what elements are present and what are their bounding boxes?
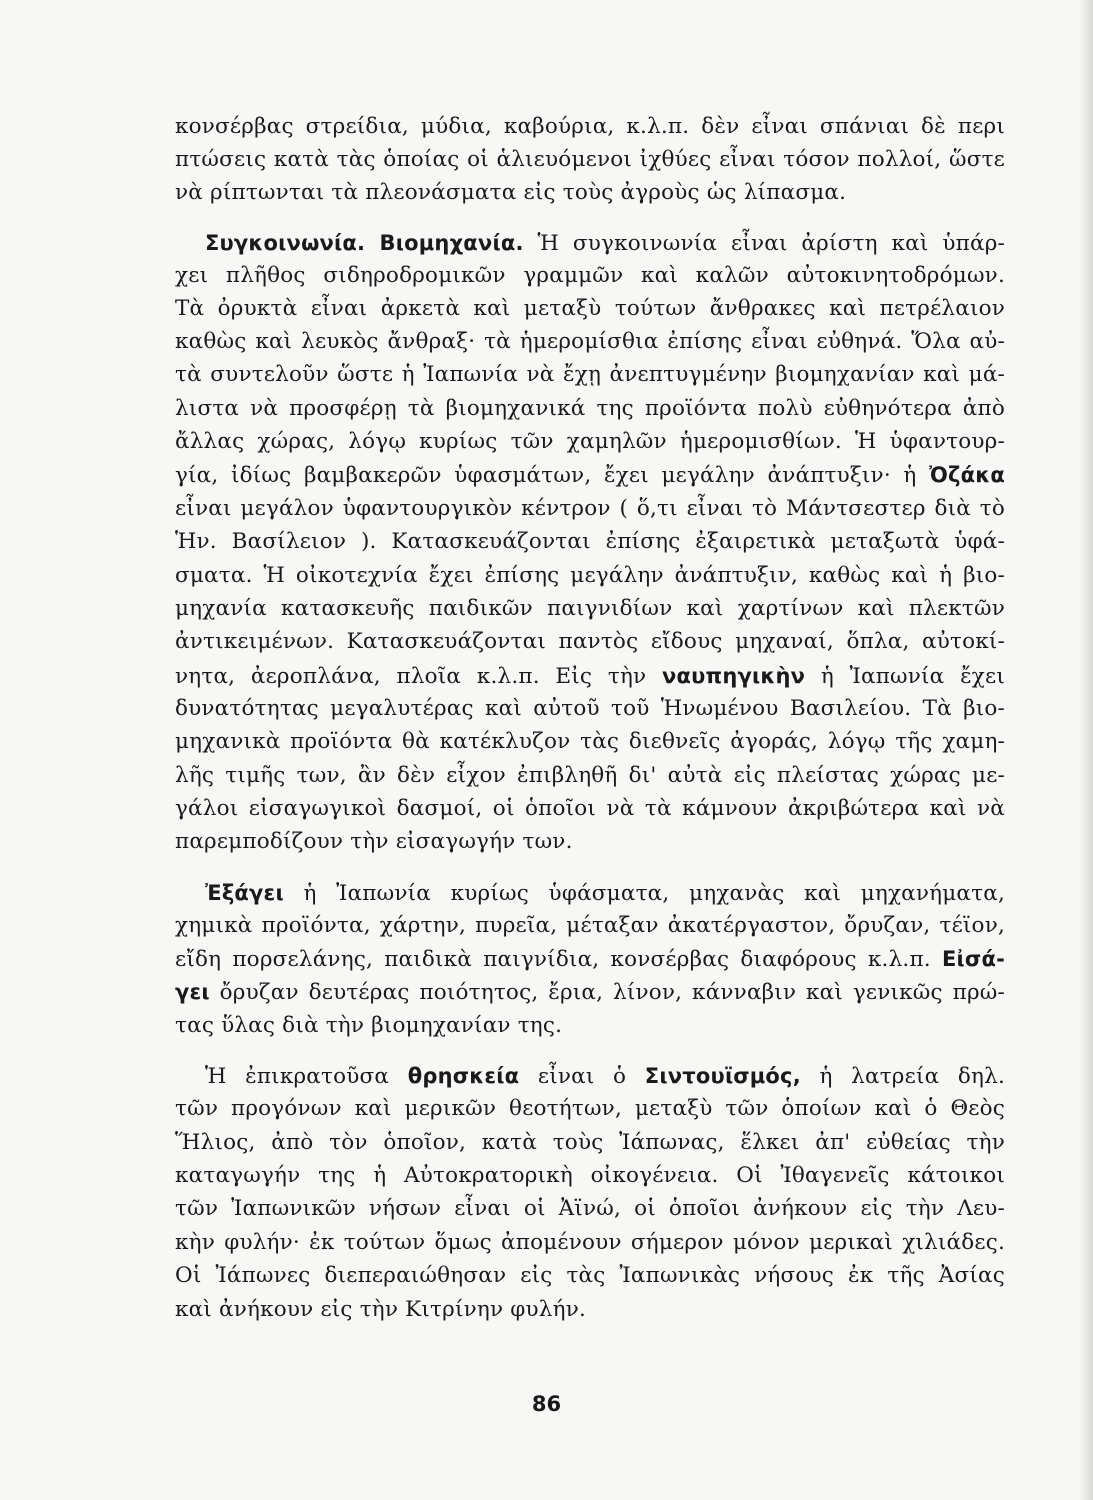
text-line: [175, 1094, 1005, 1124]
text-line: [175, 1011, 1005, 1041]
text-run: νητα, ἀεροπλάνα, πλοῖα κ.λ.π. Εἰς τὴν: [175, 664, 662, 689]
text-line: [175, 977, 1005, 1008]
text-line: [175, 112, 1005, 142]
text-run: λιστα νὰ προσφέρῃ τὰ βιομηχανικά της προϊόντα πολὺ εὐθηνότερα ἀπὸ: [175, 396, 1005, 421]
text-run: ἡ Ἰαπωνία κυρίως ὑφάσματα, μηχανὰς καὶ μηχανήματα,: [283, 881, 1005, 906]
bold-term: Εἰσά-: [941, 947, 1005, 971]
page-number: 86: [531, 1392, 562, 1416]
text-run: ἡ λατρεία δηλ.: [800, 1064, 1005, 1089]
text-line: [175, 911, 1005, 941]
text-run: ἀντικειμένων. Κατασκευάζονται παντὸς εἴδους μηχαναί, ὅπλα, αὐτοκί-: [175, 629, 1005, 654]
text-run: Ἡ ἐπικρατοῦσα: [205, 1064, 408, 1089]
text-run: καταγωγήν της ἡ Αὐτοκρατορικὴ οἰκογένεια. Οἱ Ἰθαγενεῖς κάτοικοι: [175, 1163, 1005, 1188]
bold-term: ναυπηγικὴν: [662, 664, 806, 688]
text-line: [175, 694, 1005, 724]
text-run: γάλοι εἰσαγωγικοὶ δασμοί, οἱ ὁποῖοι νὰ τὰ κάμνουν ἀκριβώτερα καὶ νὰ: [175, 796, 1005, 821]
text-run: κονσέρβας στρείδια, μύδια, καβούρια, κ.λ.π. δὲν εἶναι σπάνιαι δὲ περι: [175, 114, 1005, 139]
text-run: Ἡ συγκοινωνία εἶναι ἀρίστη καὶ ὑπάρ-: [523, 231, 1005, 256]
bold-term: Συγκοινωνία. Βιομηχανία.: [205, 231, 524, 255]
text-line: [175, 494, 1005, 524]
text-line: [175, 794, 1005, 824]
text-line: [175, 827, 1005, 857]
text-line: [175, 761, 1005, 791]
text-run: χημικὰ προϊόντα, χάρτην, πυρεῖα, μέταξαν ἀκατέργαστον, ὄρυζαν, τέϊον,: [175, 913, 1005, 938]
text-line: [175, 661, 1005, 692]
text-run: Τὰ ὀρυκτὰ εἶναι ἀρκετὰ καὶ μεταξὺ τούτων ἄνθρακες καὶ πετρέλαιον: [175, 296, 1005, 321]
text-run: καὶ ἀνήκουν εἰς τὴν Κιτρίνην φυλήν.: [175, 1297, 587, 1322]
text-run: Ἥλιος, ἀπὸ τὸν ὁποῖον, κατὰ τοὺς Ἰάπωνας, ἕλκει ἀπ' εὐθείας τὴν: [175, 1130, 1005, 1155]
text-line: [175, 594, 1005, 624]
text-line: [175, 427, 1005, 457]
text-line: [175, 1295, 1005, 1325]
text-line: [205, 1061, 1005, 1092]
text-line: [175, 944, 1005, 975]
text-run: Ἡν. Βασίλειον ). Κατασκευάζονται ἐπίσης ἐξαιρετικὰ μεταξωτὰ ὑφά-: [175, 529, 1005, 554]
text-line: [175, 1228, 1005, 1258]
bold-term: Ὀζάκα: [929, 463, 1005, 487]
text-run: εἴδη πορσελάνης, παιδικὰ παιγνίδια, κονσέρβας διαφόρους κ.λ.π.: [175, 947, 942, 972]
text-line: [175, 561, 1005, 591]
page-edge-shadow: [1079, 0, 1093, 1500]
text-line: [175, 1161, 1005, 1191]
text-line: [205, 878, 1005, 909]
text-run: δυνατότητας μεγαλυτέρας καὶ αὐτοῦ τοῦ Ἡνωμένου Βασιλείου. Τὰ βιο-: [175, 696, 1005, 721]
text-run: πτώσεις κατὰ τὰς ὁποίας οἱ ἁλιευόμενοι ἰχθύες εἶναι τόσον πολλοί, ὥστε: [175, 147, 1005, 172]
text-line: [175, 1194, 1005, 1224]
bold-term: γει: [175, 980, 210, 1004]
text-run: μηχανικὰ προϊόντα θὰ κατέκλυζον τὰς διεθνεῖς ἀγοράς, λόγῳ τῆς χαμη-: [175, 729, 1005, 754]
bold-term: Σιντουϊσμός,: [644, 1064, 801, 1088]
text-run: μηχανία κατασκευῆς παιδικῶν παιγνιδίων καὶ χαρτίνων καὶ πλεκτῶν: [175, 596, 1005, 621]
text-run: κὴν φυλήν· ἐκ τούτων ὅμως ἀπομένουν σήμερον μόνον μερικαὶ χιλιάδες.: [175, 1230, 1005, 1255]
text-run: ἄλλας χώρας, λόγῳ κυρίως τῶν χαμηλῶν ἡμερομισθίων. Ἡ ὑφαντουρ-: [175, 429, 1005, 454]
text-line: [175, 360, 1005, 390]
bold-term: θρησκεία: [407, 1064, 520, 1088]
text-run: τας ὕλας διὰ τὴν βιομηχανίαν της.: [175, 1013, 563, 1038]
text-run: καθὼς καὶ λευκὸς ἄνθραξ· τὰ ἡμερομίσθια ἐπίσης εἶναι εὐθηνά. Ὅλα αὐ-: [175, 329, 1005, 354]
text-line: [175, 627, 1005, 657]
text-run: τῶν Ἰαπωνικῶν νήσων εἶναι οἱ Ἀϊνώ, οἱ ὁποῖοι ἀνήκουν εἰς τὴν Λευ-: [175, 1196, 1005, 1221]
bold-term: Ἐξάγει: [205, 881, 284, 905]
text-run: Οἱ Ἰάπωνες διεπεραιώθησαν εἰς τὰς Ἰαπωνικὰς νήσους ἐκ τῆς Ἀσίας: [175, 1263, 1005, 1288]
text-run: ὄρυζαν δευτέρας ποιότητος, ἔρια, λίνον, κάνναβιν καὶ γενικῶς πρώ-: [209, 980, 1005, 1005]
text-line: [175, 178, 1005, 208]
text-line: [175, 727, 1005, 757]
text-line: [175, 327, 1005, 357]
text-line: [175, 1261, 1005, 1291]
text-line: [175, 460, 1005, 491]
text-line: [175, 394, 1005, 424]
text-line: [175, 527, 1005, 557]
text-run: εἶναι ὁ: [519, 1064, 645, 1089]
text-run: τὰ συντελοῦν ὥστε ἡ Ἰαπωνία νὰ ἔχῃ ἀνεπτυγμένην βιομηχανίαν καὶ μά-: [175, 362, 1005, 387]
text-run: παρεμποδίζουν τὴν εἰσαγωγήν των.: [175, 829, 573, 854]
text-run: σματα. Ἡ οἰκοτεχνία ἔχει ἐπίσης μεγάλην ἀνάπτυξιν, καθὼς καὶ ἡ βιο-: [175, 563, 1005, 588]
text-line: [205, 228, 1005, 259]
text-line: [175, 294, 1005, 324]
text-run: εἶναι μεγάλον ὑφαντουργικὸν κέντρον ( ὅ,τι εἶναι τὸ Μάντσεστερ διὰ τὸ: [175, 496, 1005, 521]
text-run: ἡ Ἰαπωνία ἔχει: [805, 664, 1006, 689]
text-run: τῶν προγόνων καὶ μερικῶν θεοτήτων, μεταξὺ τῶν ὁποίων καὶ ὁ Θεὸς: [175, 1096, 1005, 1121]
text-run: χει πλῆθος σιδηροδρομικῶν γραμμῶν καὶ καλῶν αὐτοκινητοδρόμων.: [175, 263, 1005, 288]
text-run: νὰ ρίπτωνται τὰ πλεονάσματα εἰς τοὺς ἀγροὺς ὡς λίπασμα.: [175, 180, 847, 205]
text-line: [175, 261, 1005, 291]
text-line: [175, 1128, 1005, 1158]
text-run: γία, ἰδίως βαμβακερῶν ὑφασμάτων, ἔχει μεγάλην ἀνάπτυξιν· ἡ: [175, 463, 930, 488]
text-run: λῆς τιμῆς των, ἂν δὲν εἶχον ἐπιβληθῆ δι' αὐτὰ εἰς πλείστας χώρας με-: [175, 763, 1005, 788]
text-line: [175, 145, 1005, 175]
